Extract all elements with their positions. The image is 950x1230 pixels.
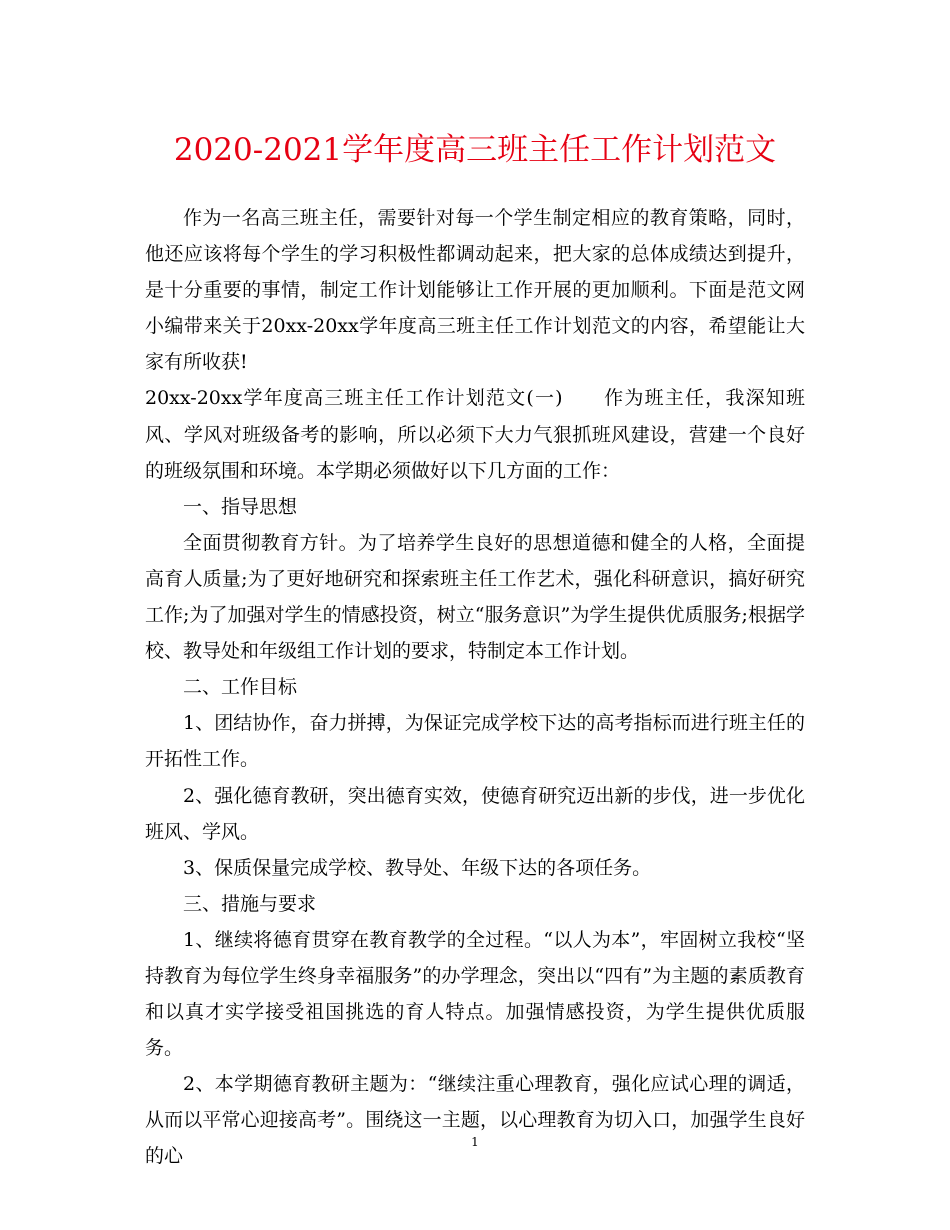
document-body — [145, 200, 805, 1175]
measure-item-2: 2、本学期德育教研主题为：“继续注重心理教育，强化应试心理的调适，从而以平常心迎接高考”。围绕这一主题，以心理教育为切入口，加强学生良好的心 — [145, 1073, 805, 1168]
measure-item-1: 1、继续将德育贯穿在教育教学的全过程。“以人为本”，牢固树立我校“坚持教育为每位学生终身幸福服务”的办学理念，突出以“四有”为主题的素质教育和以真才实学接受祖国挑选的育人特点。加强情感投资，为学生提供优质服务。 — [145, 928, 805, 1060]
heading-work-goals: 二、工作目标 — [183, 676, 298, 699]
page-number: 1 — [471, 1135, 479, 1149]
heading-measures: 三、措施与要求 — [183, 892, 317, 915]
goal-item-2: 2、强化德育教研，突出德育实效，使德育研究迈出新的步伐，进一步优化班风、学风。 — [145, 784, 805, 843]
guiding-ideology-paragraph: 全面贯彻教育方针。为了培养学生良好的思想道德和健全的人格，全面提高育人质量;为了更好地研究和探索班主任工作艺术，强化科研意识，搞好研究工作;为了加强对学生的情感投资，树立“服务意识”为学生提供优质服务;根据学校、教导处和年级组工作计划的要求，特制定本工作计划。 — [145, 531, 805, 663]
goal-item-1: 1、团结协作，奋力拼搏，为保证完成学校下达的高考指标而进行班主任的开拓性工作。 — [145, 712, 805, 771]
intro-paragraph: 作为一名高三班主任，需要针对每一个学生制定相应的教育策略，同时，他还应该将每个学生的学习积极性都调动起来，把大家的总体成绩达到提升，是十分重要的事情，制定工作计划能够让工作开展的更加顺利。下面是范文网小编带来关于20xx-20xx学年度高三班主任工作计划范文的内容，希望能让大家有所收获! — [145, 207, 805, 374]
section-heading-paragraph: 20xx-20xx学年度高三班主任工作计划范文(一) 作为班主任，我深知班风、学风对班级备考的影响，所以必须下大力气狠抓班风建设，营建一个良好的班级氛围和环境。本学期必须做好以下几方面的工作： — [145, 387, 805, 482]
heading-guiding-ideology: 一、指导思想 — [183, 495, 298, 518]
document-title: 2020-2021学年度高三班主任工作计划范文 — [173, 132, 777, 168]
goal-item-3: 3、保质保量完成学校、教导处、年级下达的各项任务。 — [183, 856, 652, 879]
